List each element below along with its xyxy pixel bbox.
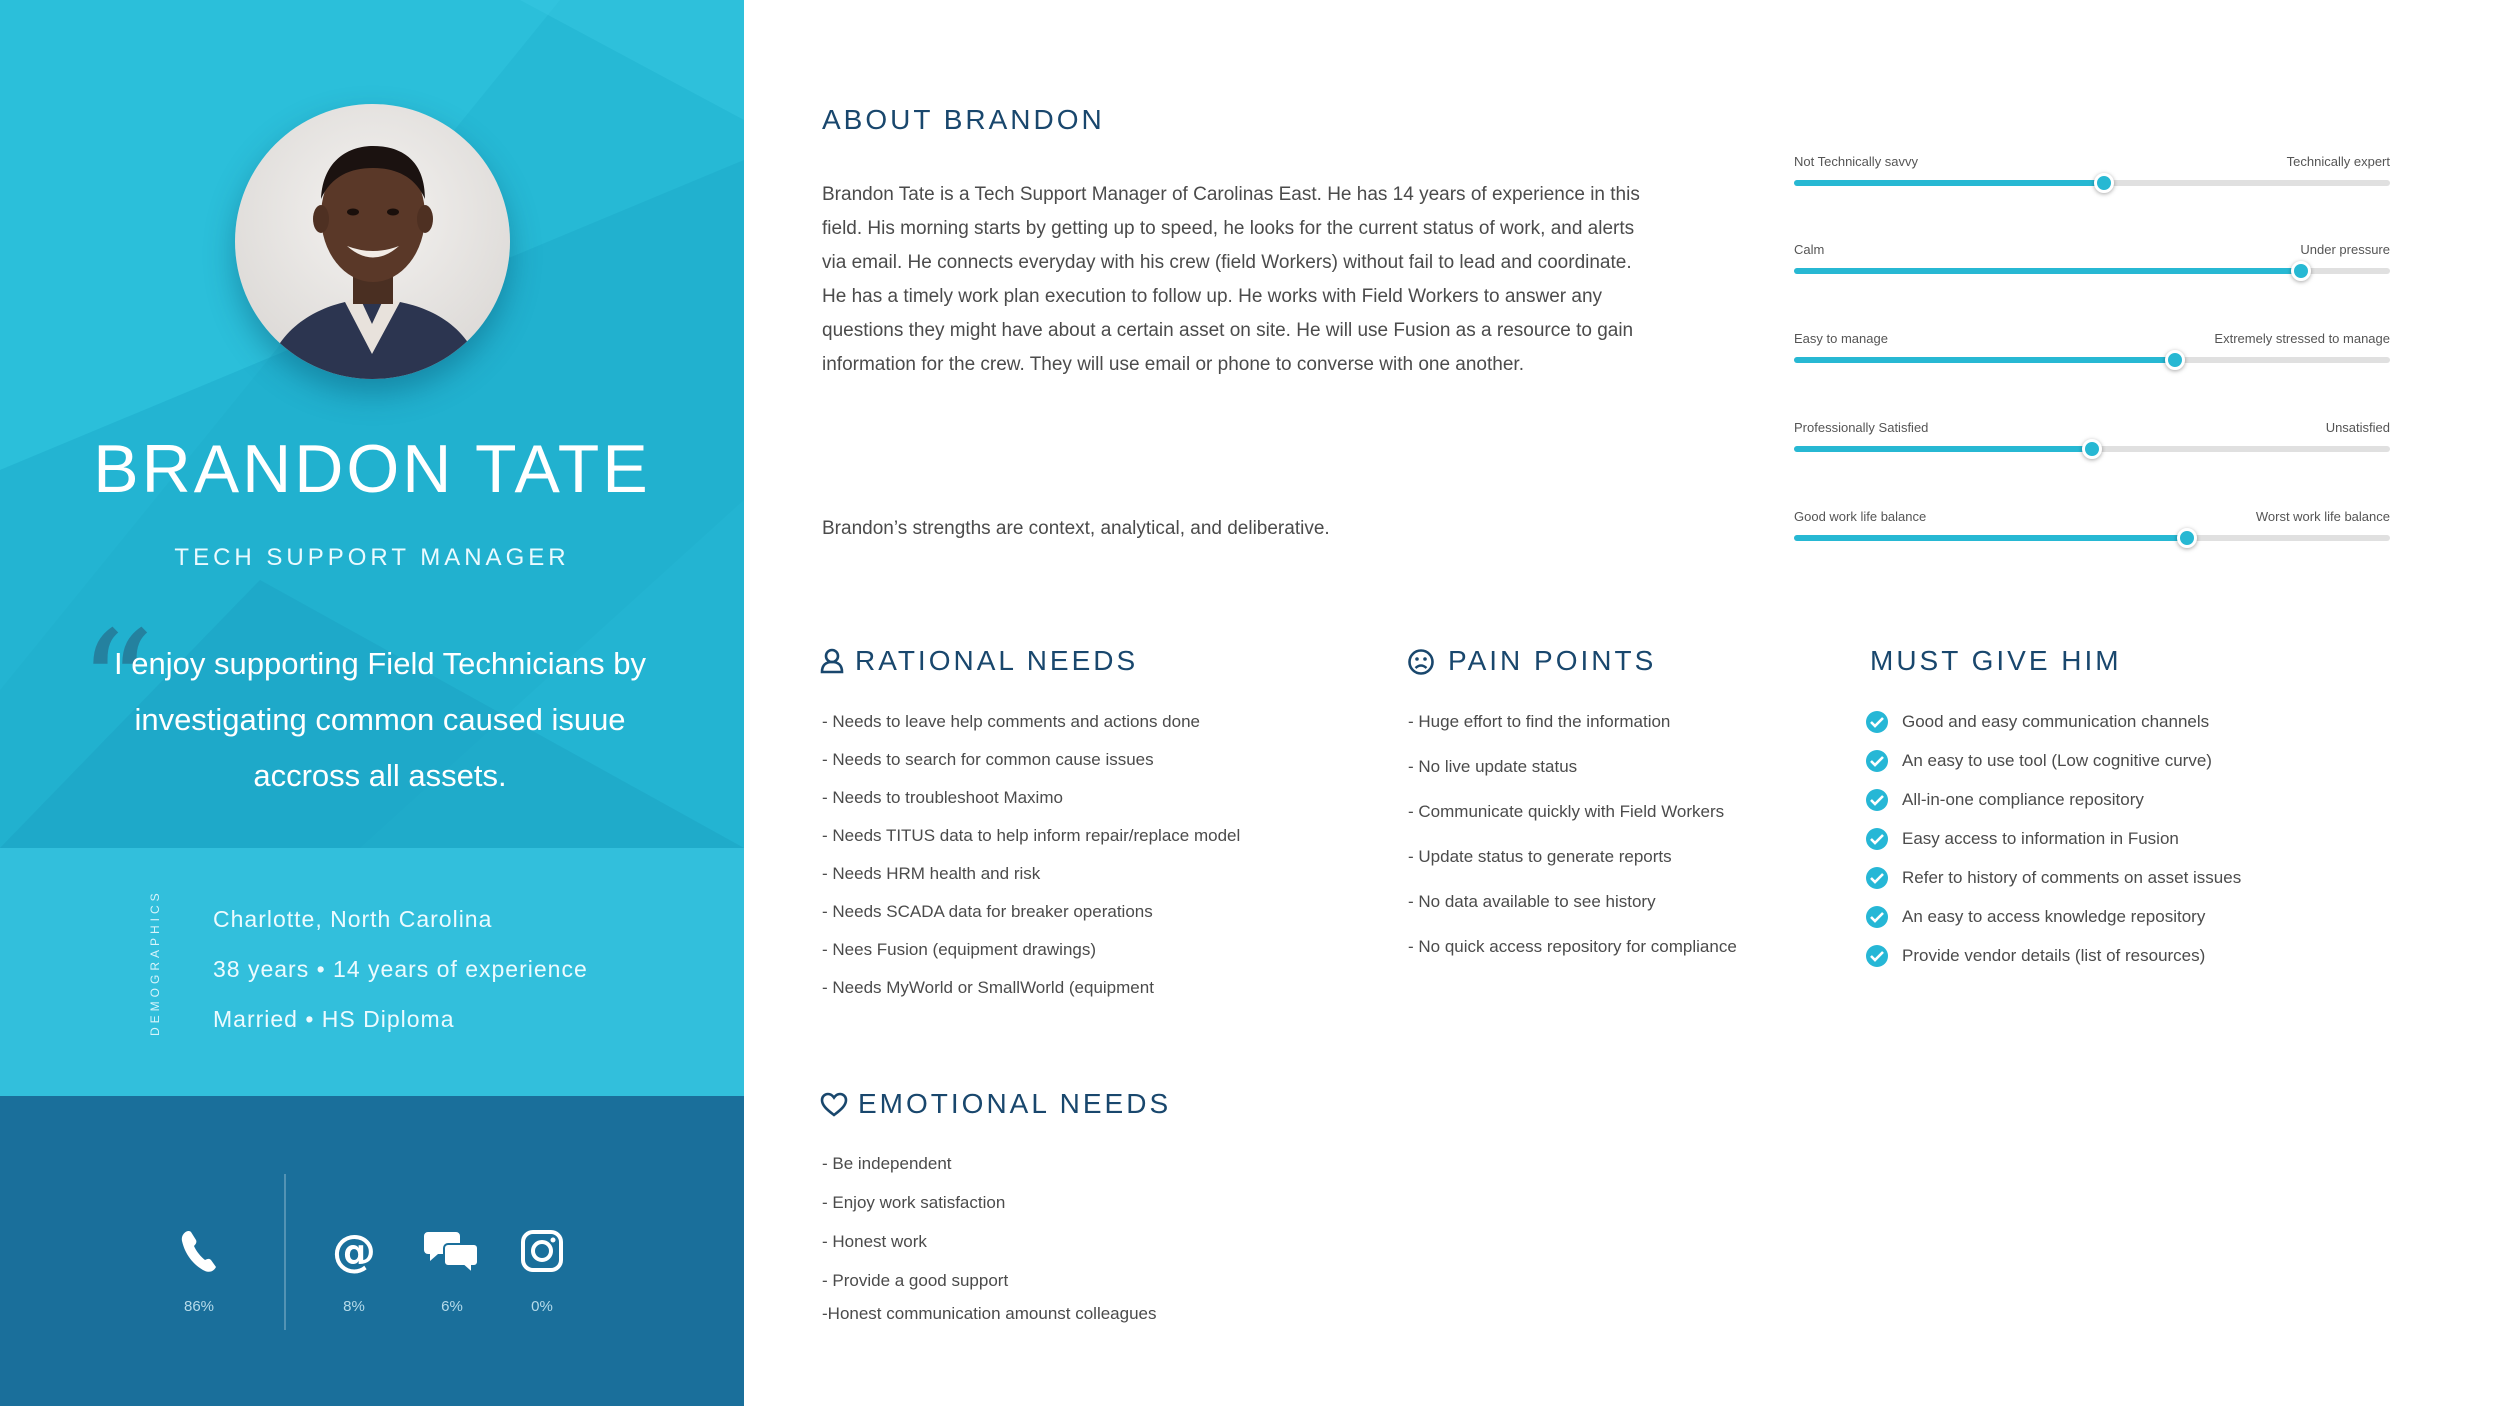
list-item: - Needs to leave help comments and actions done <box>822 712 1201 731</box>
demographic-age: 38 years • 14 years of experience <box>213 956 588 982</box>
list-item: Good and easy communication channels <box>1902 712 2210 731</box>
trait-fill <box>1794 446 2092 452</box>
check-icon <box>1866 750 1888 772</box>
list-item: Refer to history of comments on asset issues <box>1902 868 2242 887</box>
heart-icon <box>820 1092 848 1118</box>
trait-left-label: Good work life balance <box>1794 509 1927 524</box>
list-item: - Be independent <box>822 1154 952 1173</box>
trait-fill <box>1794 180 2104 186</box>
list-item: - Nees Fusion (equipment drawings) <box>822 940 1097 959</box>
emotional-needs-heading: EMOTIONAL NEEDS <box>858 1088 1172 1119</box>
list-item: An easy to access knowledge repository <box>1902 907 2206 926</box>
check-icon <box>1866 789 1888 811</box>
check-icon <box>1866 828 1888 850</box>
quote-mark-icon: “ <box>78 600 155 774</box>
demographics-label: DEMOGRAPHICS <box>148 889 162 1036</box>
contact-chat-pct: 6% <box>441 1298 463 1315</box>
svg-text:@: @ <box>332 1228 376 1274</box>
trait-fill <box>1794 268 2301 274</box>
list-item: - Needs to search for common cause issues <box>822 750 1154 769</box>
profile-header <box>0 0 744 848</box>
trait-track <box>1794 357 2390 363</box>
trait-left-label: Calm <box>1794 242 1825 257</box>
check-icon <box>1866 906 1888 928</box>
trait-left-label: Professionally Satisfied <box>1794 420 1929 435</box>
list-item: Provide vendor details (list of resources) <box>1902 946 2206 965</box>
check-icon <box>1866 945 1888 967</box>
persona-name: BRANDON TATE <box>93 431 651 507</box>
trait-track <box>1794 268 2390 274</box>
profile-panel <box>0 0 744 1406</box>
sad-face-icon <box>1407 648 1435 676</box>
check-icon <box>1866 711 1888 733</box>
list-item: - Needs MyWorld or SmallWorld (equipment <box>822 978 1154 997</box>
trait-knob <box>2082 439 2102 459</box>
trait-track <box>1794 446 2390 452</box>
contact-email <box>314 1228 394 1315</box>
trait-left-label: Easy to manage <box>1794 331 1888 346</box>
instagram-icon <box>520 1228 564 1274</box>
trait-knob <box>2291 261 2311 281</box>
list-item: - Needs to troubleshoot Maximo <box>822 788 1063 807</box>
trait-knob <box>2094 173 2114 193</box>
list-item: Easy access to information in Fusion <box>1902 829 2179 848</box>
must-give-heading: MUST GIVE HIM <box>1870 645 2122 676</box>
phone-icon <box>179 1228 219 1274</box>
contact-chat <box>412 1228 492 1315</box>
trait-fill <box>1794 535 2187 541</box>
contact-divider <box>284 1174 286 1330</box>
list-item: - Provide a good support <box>822 1271 1009 1290</box>
contact-instagram <box>502 1228 582 1315</box>
trait-right-label: Unsatisfied <box>2325 420 2390 435</box>
trait-left-label: Not Technically savvy <box>1794 154 1919 169</box>
demographic-location: Charlotte, North Carolina <box>213 906 493 932</box>
strengths-text: Brandon’s strengths are context, analytical, and deliberative. <box>822 518 1330 539</box>
list-item: - No data available to see history <box>1408 892 1656 911</box>
contact-instagram-pct: 0% <box>531 1298 553 1315</box>
user-icon <box>820 648 844 674</box>
trait-track <box>1794 535 2390 541</box>
trait-right-label: Under pressure <box>2300 242 2390 257</box>
check-icon <box>1866 867 1888 889</box>
contact-phone <box>159 1228 239 1315</box>
list-item: An easy to use tool (Low cognitive curve) <box>1902 751 2212 770</box>
avatar <box>235 104 510 379</box>
list-item: - Enjoy work satisfaction <box>822 1193 1006 1212</box>
trait-track <box>1794 180 2390 186</box>
trait-right-label: Technically expert <box>2286 154 2390 169</box>
trait-knob <box>2165 350 2185 370</box>
list-item: -Honest communication amounst colleagues <box>822 1304 1157 1323</box>
trait-right-label: Extremely stressed to manage <box>2214 331 2390 346</box>
about-heading: ABOUT BRANDON <box>822 104 1105 135</box>
trait-fill <box>1794 357 2175 363</box>
avatar-portrait <box>235 104 510 379</box>
rational-needs-heading: RATIONAL NEEDS <box>855 645 1139 676</box>
list-item: - Needs HRM health and risk <box>822 864 1041 883</box>
list-item: - Needs SCADA data for breaker operations <box>822 902 1153 921</box>
list-item: - Needs TITUS data to help inform repair/replace model <box>822 826 1241 845</box>
list-item: - Update status to generate reports <box>1408 847 1672 866</box>
list-item: - No quick access repository for compliance <box>1408 937 1737 956</box>
list-item: - Honest work <box>822 1232 927 1251</box>
list-item: - Communicate quickly with Field Workers <box>1408 802 1725 821</box>
pain-points-heading: PAIN POINTS <box>1448 645 1657 676</box>
trait-knob <box>2177 528 2197 548</box>
list-item: All-in-one compliance repository <box>1902 790 2144 809</box>
contact-phone-pct: 86% <box>183 1298 215 1315</box>
demographic-status: Married • HS Diploma <box>213 1006 455 1032</box>
contact-email-pct: 8% <box>343 1298 365 1315</box>
list-item: - No live update status <box>1408 757 1578 776</box>
about-text: Brandon Tate is a Tech Support Manager of Carolinas East. He has 14 years of experience in this field. His morning starts by getting up to speed, he looks for the current status of work, and alerts via email. He connects everyday with his crew (field Workers) without fail to lead and coordinate. He has a timely work plan execution to follow up. He works with Field Workers to answer any questions they might have about a certain asset on site. He will use Fusion as a resource to gain information for the crew. They will use email or phone to converse with one another. <box>822 184 1640 375</box>
persona-role: TECH SUPPORT MANAGER <box>174 544 570 571</box>
list-item: - Huge effort to find the information <box>1408 712 1671 731</box>
at-icon <box>332 1228 376 1274</box>
persona-quote: I enjoy supporting Field Technicians by investigating common caused isuue accross all assets. <box>114 646 646 793</box>
trait-right-label: Worst work life balance <box>2255 509 2390 524</box>
chat-icon <box>424 1228 480 1274</box>
